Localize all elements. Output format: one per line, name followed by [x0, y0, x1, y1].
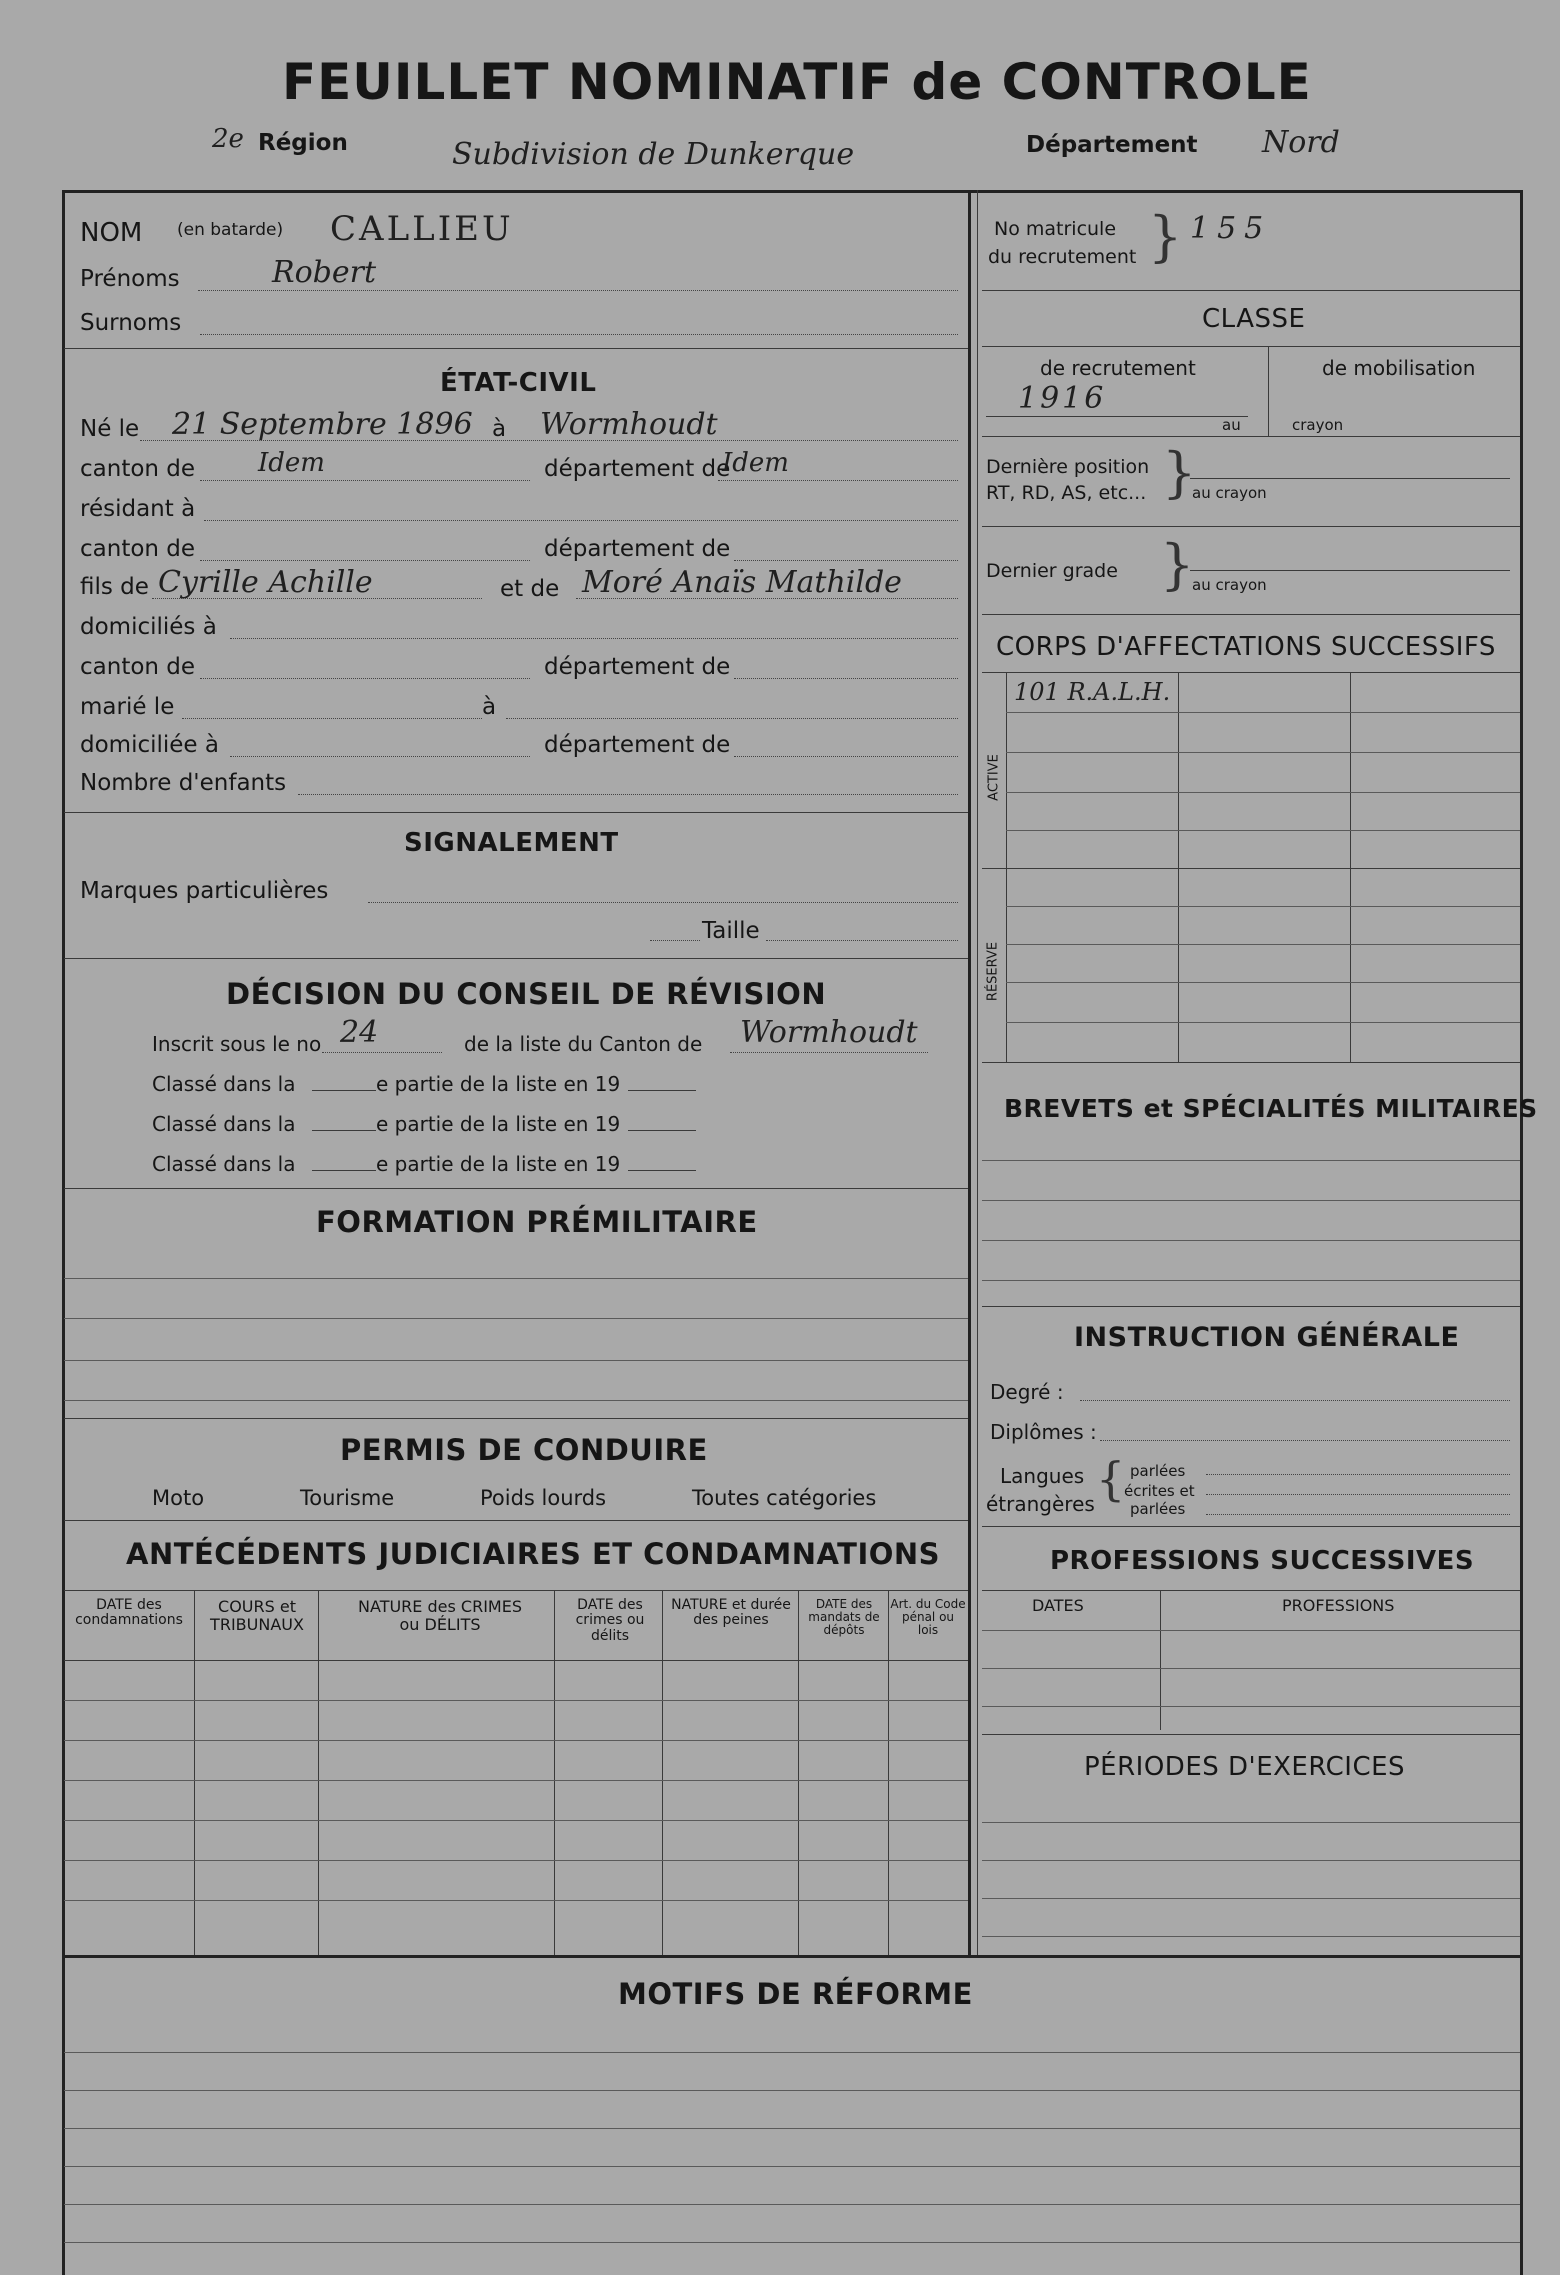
- diplomes-line: [1100, 1440, 1510, 1441]
- brevets-line-2: [982, 1200, 1520, 1201]
- motifs-line-2: [64, 2090, 1520, 2091]
- surnoms-line: [200, 334, 958, 335]
- matricule-brace: }: [1148, 205, 1183, 268]
- corps-row-8: [1006, 1022, 1520, 1023]
- classe-row-2-partie: e partie de la liste en 19: [376, 1112, 621, 1136]
- divider-dernier-grade: [982, 526, 1520, 527]
- langues-line-1: [1206, 1474, 1510, 1475]
- permis-moto: Moto: [152, 1486, 205, 1510]
- canton-conseil-value: Wormhoudt: [740, 1015, 918, 1050]
- au-crayon-2: au crayon: [1192, 576, 1267, 594]
- recrutement-value: 1916: [1018, 381, 1107, 416]
- departement4-label: département de: [544, 732, 731, 758]
- formation-title: FORMATION PRÉMILITAIRE: [316, 1205, 758, 1239]
- et-de-label: et de: [500, 576, 560, 602]
- permis-toutes: Toutes catégories: [692, 1486, 877, 1510]
- departement-handwritten: Nord: [1262, 125, 1340, 160]
- corps-row-1: [1006, 712, 1520, 713]
- classe-row-2-year: [628, 1130, 696, 1131]
- frame-top: [62, 190, 1522, 193]
- classe-row-1-year: [628, 1090, 696, 1091]
- divider-antecedents: [64, 1520, 968, 1521]
- enfants-label: Nombre d'enfants: [80, 770, 287, 796]
- professions-dates-label: DATES: [1032, 1596, 1084, 1615]
- departement-header-label: Département: [1026, 132, 1198, 158]
- classe-row-3-label: Classé dans la: [152, 1152, 296, 1176]
- recrutement-label: de recrutement: [1040, 356, 1196, 380]
- canton-line: [200, 480, 530, 481]
- column-divider-inner: [977, 190, 978, 1955]
- marques-label: Marques particulières: [80, 878, 329, 904]
- matricule-label-1: No matricule: [994, 218, 1117, 240]
- ant-col-date-crimes: DATE des crimes ou délits: [575, 1597, 645, 1644]
- domicilies-line: [230, 638, 958, 639]
- et-de-value: Moré Anaïs Mathilde: [582, 565, 902, 600]
- brevets-line-1: [982, 1160, 1520, 1161]
- divider-etat-civil: [64, 348, 968, 349]
- marie-le-label: marié le: [80, 694, 175, 720]
- motifs-line-4: [64, 2166, 1520, 2167]
- signalement-title: SIGNALEMENT: [404, 828, 619, 858]
- fils-de-line: [152, 598, 482, 599]
- nom-label: NOM: [80, 218, 143, 248]
- mobilisation-label: de mobilisation: [1322, 356, 1476, 380]
- region-number-handwritten: 2e: [212, 124, 244, 154]
- professions-col-label: PROFESSIONS: [1282, 1596, 1395, 1615]
- ant-col-cours: COURS et TRIBUNAUX: [210, 1597, 304, 1634]
- divider-professions: [982, 1526, 1520, 1527]
- nom-value: CALLIEU: [330, 209, 514, 249]
- corps-row-3: [1006, 792, 1520, 793]
- ant-row-2: [64, 1740, 968, 1741]
- brevets-line-4: [982, 1280, 1520, 1281]
- canton-label: canton de: [80, 456, 196, 482]
- formation-line-1: [64, 1278, 968, 1279]
- classe-bottom: [982, 436, 1520, 437]
- antecedents-title: ANTÉCÉDENTS JUDICIAIRES ET CONDAMNATIONS: [126, 1537, 941, 1571]
- formation-line-3: [64, 1360, 968, 1361]
- ant-row-3: [64, 1780, 968, 1781]
- classe-row-2-label: Classé dans la: [152, 1112, 296, 1136]
- ant-col-date-condamnations: DATE des condamnations: [75, 1597, 183, 1629]
- divider-motifs: [62, 1955, 1522, 1958]
- divider-classe: [982, 290, 1520, 291]
- au-crayon-1: au crayon: [1192, 484, 1267, 502]
- a-label: à: [492, 416, 507, 442]
- classe-row-1-label: Classé dans la: [152, 1072, 296, 1096]
- ant-col-art-code: Art. du Code pénal ou lois: [890, 1597, 966, 1638]
- ant-row-4: [64, 1820, 968, 1821]
- canton-value: Idem: [258, 448, 325, 478]
- frame-right: [1520, 190, 1523, 2275]
- brevets-line-3: [982, 1240, 1520, 1241]
- ant-col-nature-peines: NATURE et durée des peines: [671, 1597, 791, 1629]
- derniere-position-1: Dernière position: [986, 456, 1150, 478]
- active-label: ACTIVE: [986, 754, 1002, 801]
- periodes-line-2: [982, 1860, 1520, 1861]
- formation-line-4: [64, 1400, 968, 1401]
- prenoms-line: [198, 290, 958, 291]
- langues-brace: {: [1096, 1452, 1126, 1506]
- periodes-line-1: [982, 1822, 1520, 1823]
- residant-label: résidant à: [80, 496, 196, 522]
- ant-row-6: [64, 1900, 968, 1901]
- conseil-title: DÉCISION DU CONSEIL DE RÉVISION: [226, 977, 827, 1011]
- motifs-line-3: [64, 2128, 1520, 2129]
- ne-le-value: 21 Septembre 1896: [172, 407, 473, 442]
- divider-instruction: [982, 1306, 1520, 1307]
- marie-a-label: à: [482, 694, 497, 720]
- au-label: au: [1222, 416, 1241, 434]
- corps-underline: [982, 672, 1520, 673]
- motifs-line-1: [64, 2052, 1520, 2053]
- etrangeres-label: étrangères: [986, 1492, 1095, 1516]
- canton3-label: canton de: [80, 654, 196, 680]
- professions-header-top: [982, 1590, 1520, 1591]
- canton-conseil-line: [730, 1052, 928, 1053]
- classe-row-1-partie: e partie de la liste en 19: [376, 1072, 621, 1096]
- et-de-line: [576, 598, 958, 599]
- divider-brevets: [982, 1062, 1520, 1063]
- classe-row-3-year: [628, 1170, 696, 1171]
- derniere-position-2: RT, RD, AS, etc...: [986, 482, 1147, 504]
- column-divider: [968, 190, 971, 1955]
- classe-row-3-blank: [312, 1170, 376, 1171]
- ant-col-nature-crimes: NATURE des CRIMES ou DÉLITS: [358, 1597, 522, 1634]
- position-line: [1190, 478, 1510, 479]
- position-brace: }: [1162, 441, 1197, 504]
- liste-label: de la liste du Canton de: [464, 1032, 703, 1056]
- classe-underline: [982, 346, 1520, 347]
- inscrit-label: Inscrit sous le no: [152, 1032, 322, 1056]
- parlees-label: parlées: [1130, 1462, 1186, 1480]
- classe-vline: [1268, 346, 1269, 436]
- region-label: Région: [258, 130, 348, 156]
- corps-vline-1: [1006, 672, 1007, 1062]
- prenoms-label: Prénoms: [80, 266, 180, 292]
- professions-vline: [1160, 1590, 1161, 1730]
- corps-row-2: [1006, 752, 1520, 753]
- corps-row-7: [1006, 982, 1520, 983]
- antecedents-header-bottom: [64, 1660, 968, 1661]
- frame-left: [62, 190, 65, 2275]
- corps-vline-2: [1178, 672, 1179, 1062]
- surnoms-label: Surnoms: [80, 310, 182, 336]
- divider-formation: [64, 1188, 968, 1189]
- departement2-label: département de: [544, 536, 731, 562]
- grade-line: [1190, 570, 1510, 571]
- residant-line: [204, 520, 958, 521]
- degre-label: Degré :: [990, 1380, 1064, 1404]
- marie-le-line: [182, 718, 482, 719]
- degre-line: [1080, 1400, 1510, 1401]
- fils-de-value: Cyrille Achille: [158, 565, 373, 600]
- marie-a-line: [506, 718, 958, 719]
- divider-conseil: [64, 958, 968, 959]
- periodes-line-4: [982, 1936, 1520, 1937]
- antecedents-header-top: [64, 1590, 968, 1591]
- marques-line: [368, 902, 958, 903]
- permis-poids-lourds: Poids lourds: [480, 1486, 607, 1510]
- matricule-value: 155: [1190, 211, 1272, 246]
- domicilies-label: domiciliés à: [80, 614, 217, 640]
- departement3-label: département de: [544, 654, 731, 680]
- birthplace-value: Wormhoudt: [540, 407, 718, 442]
- recrutement-line: [986, 416, 1248, 417]
- departement-line: [718, 480, 958, 481]
- matricule-label-2: du recrutement: [988, 246, 1137, 268]
- professions-row-3: [982, 1706, 1520, 1707]
- ant-row-1: [64, 1700, 968, 1701]
- divider-periodes: [982, 1734, 1520, 1735]
- motifs-title: MOTIFS DE RÉFORME: [618, 1977, 973, 2011]
- departement-value: Idem: [722, 448, 789, 478]
- fils-de-label: fils de: [80, 574, 149, 600]
- departement3-line: [734, 678, 958, 679]
- nom-note: (en batarde): [177, 220, 284, 240]
- parlees2-label: parlées: [1130, 1500, 1186, 1518]
- classe-row-3-partie: e partie de la liste en 19: [376, 1152, 621, 1176]
- langues-line-2: [1206, 1494, 1510, 1495]
- departement4-line: [734, 756, 958, 757]
- corps-active-reserve-divider: [982, 868, 1520, 869]
- grade-brace: }: [1160, 533, 1195, 596]
- ant-row-5: [64, 1860, 968, 1861]
- departement2-line: [734, 560, 958, 561]
- corps-row-6: [1006, 944, 1520, 945]
- ne-le-line: [140, 440, 958, 441]
- instruction-title: INSTRUCTION GÉNÉRALE: [1074, 1322, 1460, 1353]
- taille-line: [766, 940, 958, 941]
- divider-signalement: [64, 812, 968, 813]
- subdivision-handwritten: Subdivision de Dunkerque: [452, 137, 855, 172]
- corps-row-5: [1006, 906, 1520, 907]
- classe-row-2-blank: [312, 1130, 376, 1131]
- periodes-line-3: [982, 1898, 1520, 1899]
- departement-label: département de: [544, 456, 731, 482]
- classe-row-1-blank: [312, 1090, 376, 1091]
- canton2-label: canton de: [80, 536, 196, 562]
- professions-row-1: [982, 1630, 1520, 1631]
- enfants-line: [298, 794, 958, 795]
- dernier-grade-label: Dernier grade: [986, 560, 1118, 582]
- divider-corps: [982, 614, 1520, 615]
- corps-title: CORPS D'AFFECTATIONS SUCCESSIFS: [996, 632, 1496, 662]
- motifs-line-5: [64, 2204, 1520, 2205]
- corps-row-4: [1006, 830, 1520, 831]
- classe-title: CLASSE: [1202, 304, 1306, 334]
- etat-civil-title: ÉTAT-CIVIL: [440, 368, 597, 398]
- ecrites-label: écrites et: [1124, 1482, 1195, 1500]
- canton2-line: [200, 560, 530, 561]
- taille-label: Taille: [702, 918, 760, 944]
- langues-line-3: [1206, 1514, 1510, 1515]
- professions-title: PROFESSIONS SUCCESSIVES: [1050, 1546, 1475, 1576]
- inscrit-value: 24: [340, 1015, 379, 1050]
- divider-permis: [64, 1418, 968, 1419]
- page-title: FEUILLET NOMINATIF de CONTROLE: [282, 53, 1312, 111]
- ant-col-date-mandats: DATE des mandats de dépôts: [808, 1597, 880, 1638]
- prenoms-value: Robert: [272, 255, 377, 290]
- domiciliee-label: domiciliée à: [80, 732, 219, 758]
- ne-le-label: Né le: [80, 416, 140, 442]
- permis-title: PERMIS DE CONDUIRE: [340, 1433, 708, 1467]
- taille-line-left: [650, 940, 700, 941]
- motifs-line-6: [64, 2242, 1520, 2243]
- canton3-line: [200, 678, 530, 679]
- inscrit-line: [322, 1052, 442, 1053]
- brevets-title: BREVETS et SPÉCIALITÉS MILITAIRES: [1004, 1094, 1538, 1123]
- corps-vline-3: [1350, 672, 1351, 1062]
- periodes-title: PÉRIODES D'EXERCICES: [1084, 1752, 1406, 1782]
- diplomes-label: Diplômes :: [990, 1420, 1097, 1444]
- permis-tourisme: Tourisme: [300, 1486, 395, 1510]
- professions-row-2: [982, 1668, 1520, 1669]
- formation-line-2: [64, 1318, 968, 1319]
- domiciliee-line: [230, 756, 530, 757]
- reserve-label: RÉSERVE: [985, 941, 1001, 1002]
- corps-value: 101 R.A.L.H.: [1014, 678, 1171, 706]
- langues-label: Langues: [1000, 1464, 1085, 1488]
- crayon-label: crayon: [1292, 416, 1344, 434]
